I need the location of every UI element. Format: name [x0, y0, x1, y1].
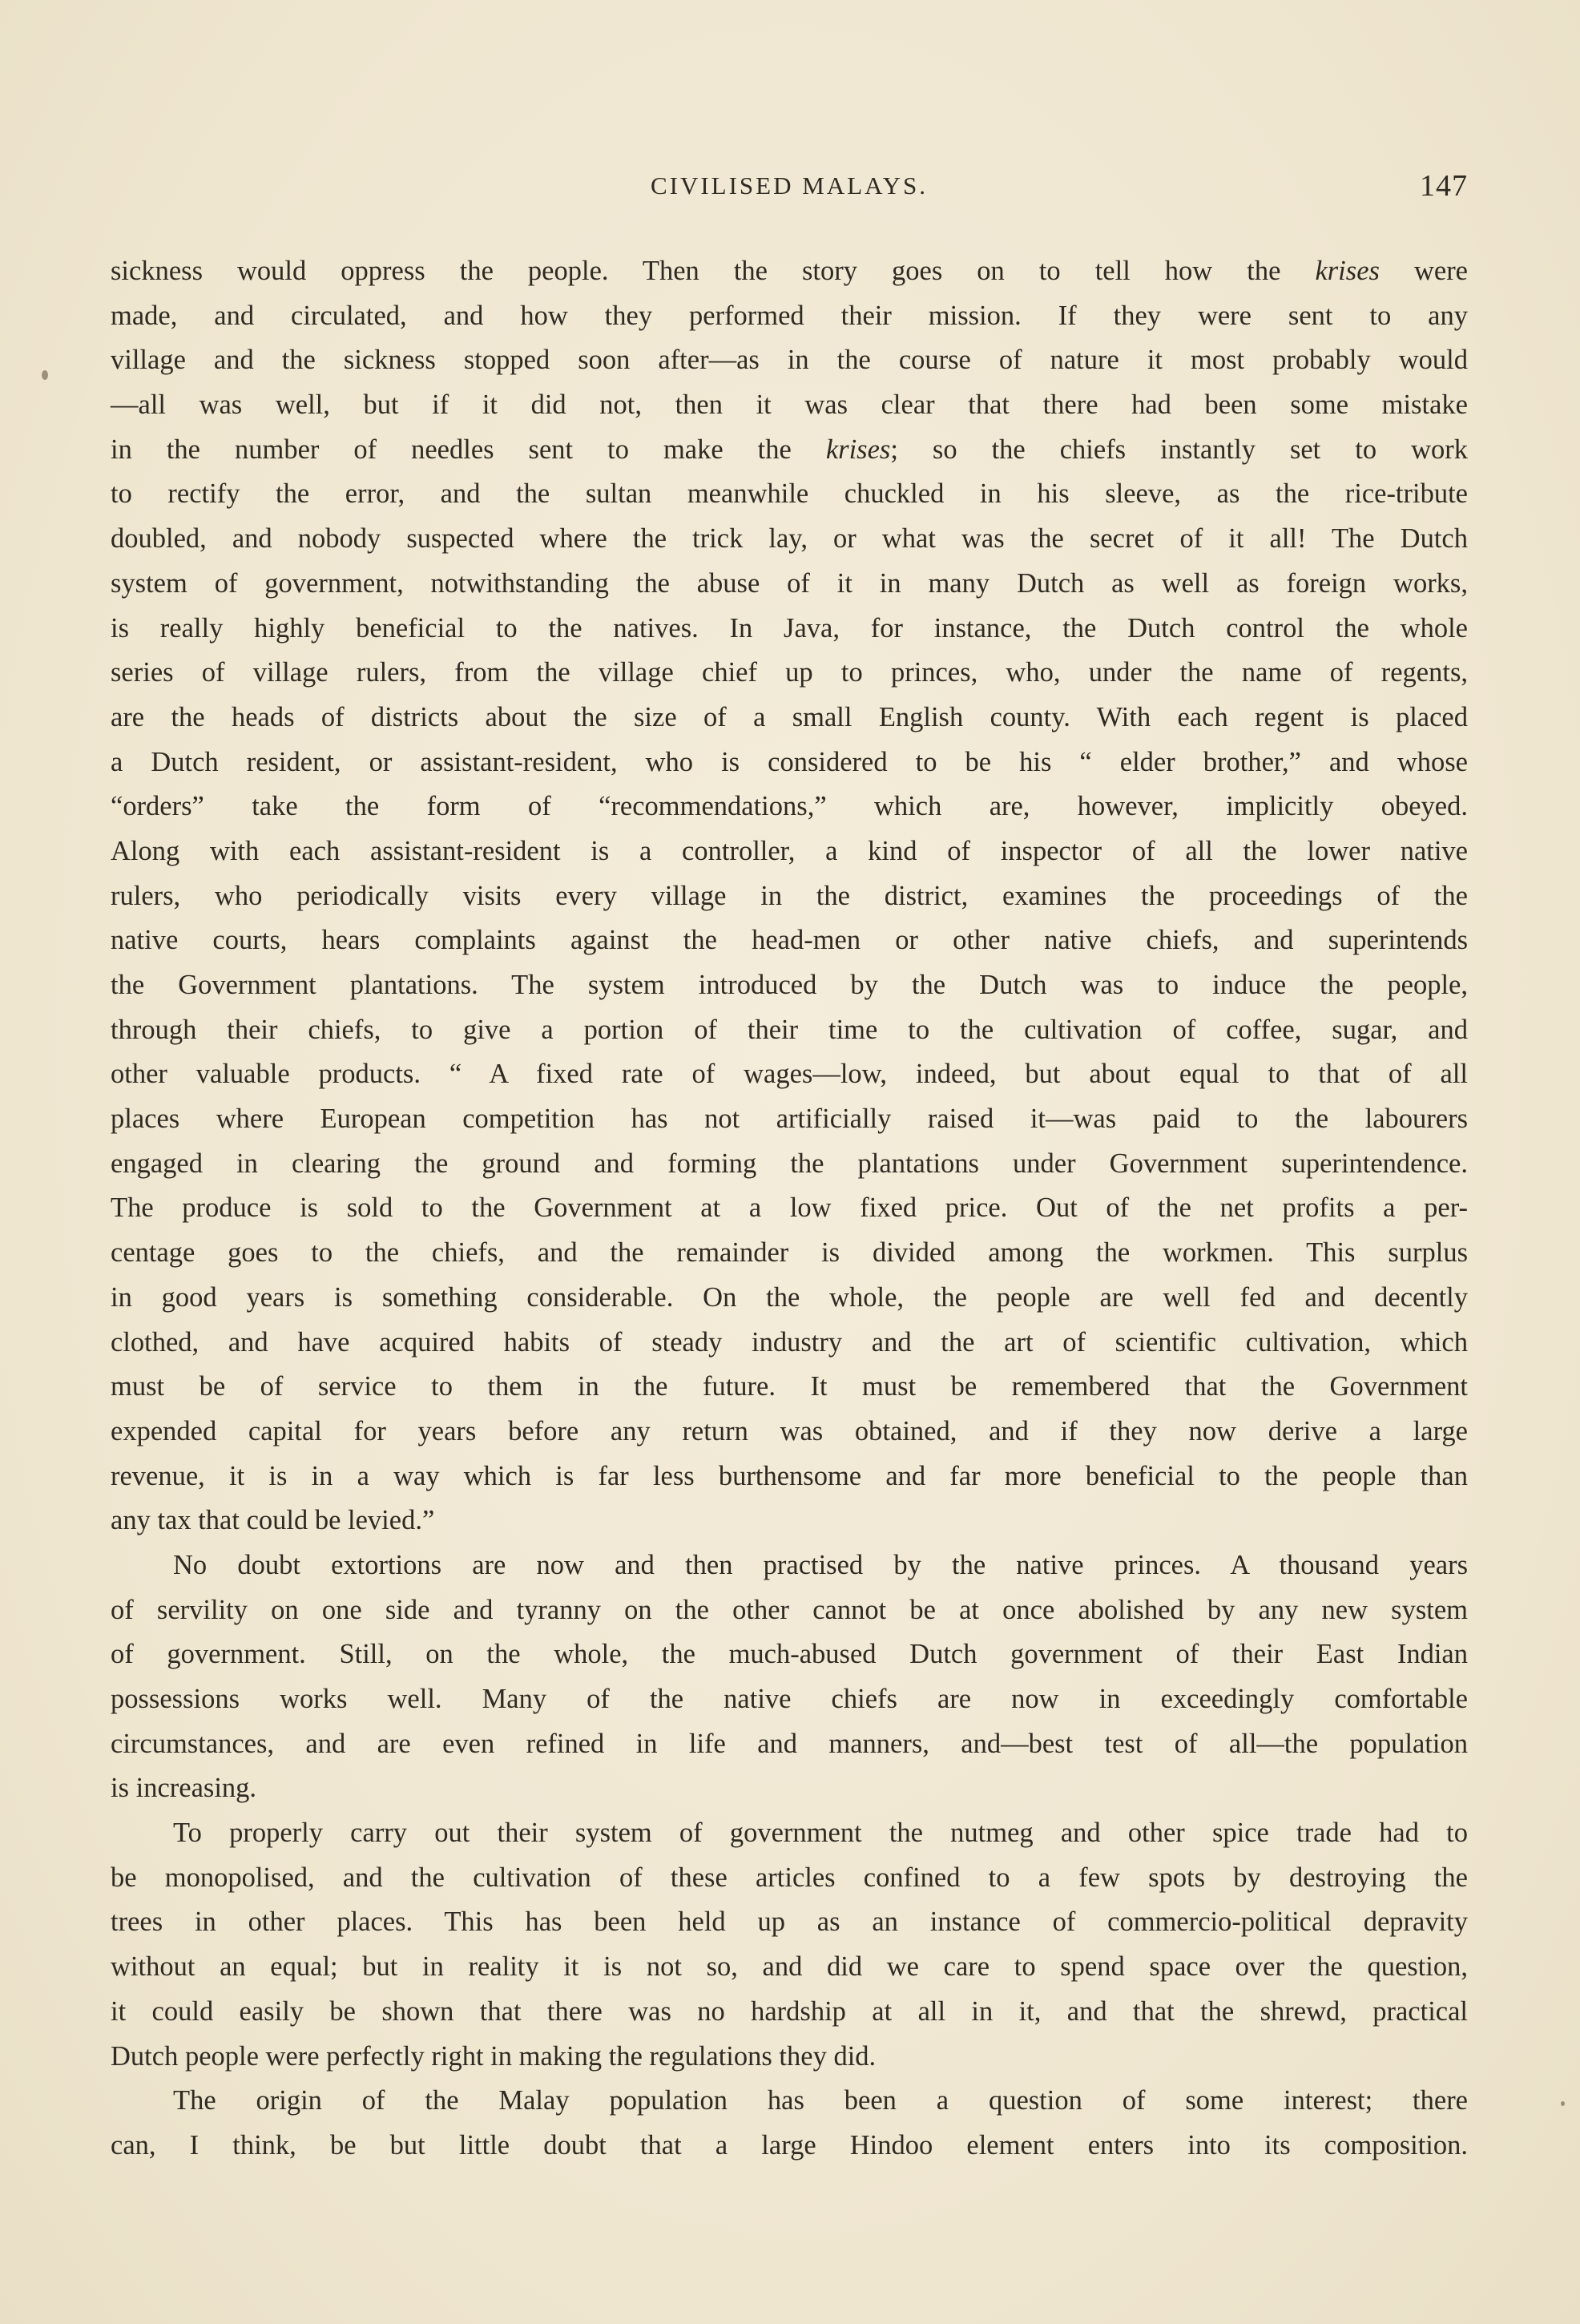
- text-line: expended capital for years before any return was obtained, and if they now derive a large: [111, 1415, 1468, 1446]
- text-line: are the heads of districts about the size of a small English county. With each regent is placed: [111, 701, 1468, 732]
- text-line: clothed, and have acquired habits of steady industry and the art of scientific cultivation, which: [111, 1326, 1468, 1358]
- text-line: centage goes to the chiefs, and the remainder is divided among the workmen. This surplus: [111, 1237, 1468, 1269]
- page-number: 147: [1420, 169, 1468, 203]
- text-line: possessions works well. Many of the native chiefs are now in exceedingly comfortable: [111, 1684, 1468, 1714]
- text-line: village and the sickness stopped soon after—as in the course of nature it most probably would: [111, 345, 1468, 376]
- text-line: engaged in clearing the ground and forming the plantations under Government superintendence.: [111, 1148, 1468, 1179]
- text-line: series of village rulers, from the village chief up to princes, who, under the name of regents,: [111, 657, 1468, 688]
- body-text: [111, 249, 1468, 2169]
- text-line: The produce is sold to the Government at a low fixed price. Out of the net profits a per-: [111, 1192, 1468, 1224]
- text-line: a Dutch resident, or assistant-resident, who is considered to be his “ elder brother,” and whose: [111, 746, 1468, 777]
- text-line: can, I think, be but little doubt that a large Hindoo element enters into its composition.: [111, 2129, 1468, 2161]
- ink-speck: [42, 370, 48, 380]
- text-line: in good years is something considerable. On the whole, the people are well fed and decently: [111, 1281, 1468, 1313]
- paragraph: [111, 1811, 1468, 2079]
- text-line: the Government plantations. The system introduced by the Dutch was to induce the people,: [111, 970, 1468, 1000]
- text-line: through their chiefs, to give a portion of their time to the cultivation of coffee, sugar, and: [111, 1014, 1468, 1045]
- text-line: doubled, and nobody suspected where the trick lay, or what was the secret of it all! The Dutch: [111, 523, 1468, 555]
- ink-speck: [1561, 2101, 1565, 2106]
- text-line: of servility on one side and tyranny on the other cannot be at once abolished by any new system: [111, 1594, 1468, 1625]
- text-line: must be of service to them in the future. It must be remembered that the Government: [111, 1371, 1468, 1402]
- text-line: native courts, hears complaints against the head-men or other native chiefs, and superintends: [111, 925, 1468, 956]
- text-line: to rectify the error, and the sultan meanwhile chuckled in his sleeve, as the rice-tribute: [111, 478, 1468, 510]
- text-line: rulers, who periodically visits every village in the district, examines the proceedings of the: [111, 880, 1468, 911]
- text-line: system of government, notwithstanding the abuse of it in many Dutch as well as foreign works,: [111, 567, 1468, 599]
- text-line: trees in other places. This has been held up as an instance of commercio-political depravity: [111, 1906, 1468, 1938]
- text-line: is increasing.: [111, 1773, 257, 1804]
- text-line: Along with each assistant-resident is a controller, a kind of inspector of all the lower native: [111, 835, 1468, 866]
- text-line: other valuable products. “ A fixed rate of wages—low, indeed, but about equal to that of all: [111, 1059, 1468, 1090]
- text-line: To properly carry out their system of government the nutmeg and other spice trade had to: [173, 1818, 1468, 1849]
- text-line: is really highly beneficial to the natives. In Java, for instance, the Dutch control the whole: [111, 612, 1468, 644]
- text-line: in the number of needles sent to make the krises; so the chiefs instantly set to work: [111, 434, 1468, 465]
- paragraph: [111, 1543, 1468, 1811]
- text-line: it could easily be shown that there was no hardship at all in it, and that the shrewd, practical: [111, 1995, 1468, 2027]
- text-line: circumstances, and are even refined in life and manners, and—best test of all—the population: [111, 1728, 1468, 1759]
- running-title: CIVILISED MALAYS.: [650, 171, 929, 200]
- running-head: [111, 171, 1468, 212]
- text-line: sickness would oppress the people. Then the story goes on to tell how the krises were: [111, 256, 1468, 286]
- text-line: any tax that could be levied.”: [111, 1505, 435, 1536]
- text-line: be monopolised, and the cultivation of these articles confined to a few spots by destroying the: [111, 1862, 1468, 1893]
- text-line: The origin of the Malay population has been a question of some interest; there: [173, 2085, 1468, 2116]
- text-line: without an equal; but in reality it is not so, and did we care to spend space over the question,: [111, 1951, 1468, 1983]
- text-line: —all was well, but if it did not, then it was clear that there had been some mistake: [111, 389, 1468, 421]
- text-line: Dutch people were perfectly right in making the regulations they did.: [111, 2040, 877, 2072]
- text-line: revenue, it is in a way which is far less burthensome and far more beneficial to the people than: [111, 1460, 1468, 1491]
- text-line: “orders” take the form of “recommendations,” which are, however, implicitly obeyed.: [111, 791, 1468, 822]
- text-line: places where European competition has not artificially raised it—was paid to the labourers: [111, 1103, 1468, 1135]
- paragraph: [111, 2079, 1468, 2168]
- paragraph: [111, 249, 1468, 1543]
- text-line: of government. Still, on the whole, the much-abused Dutch government of their East Indian: [111, 1639, 1468, 1670]
- text-line: made, and circulated, and how they performed their mission. If they were sent to any: [111, 300, 1468, 331]
- text-line: No doubt extortions are now and then practised by the native princes. A thousand years: [173, 1549, 1468, 1580]
